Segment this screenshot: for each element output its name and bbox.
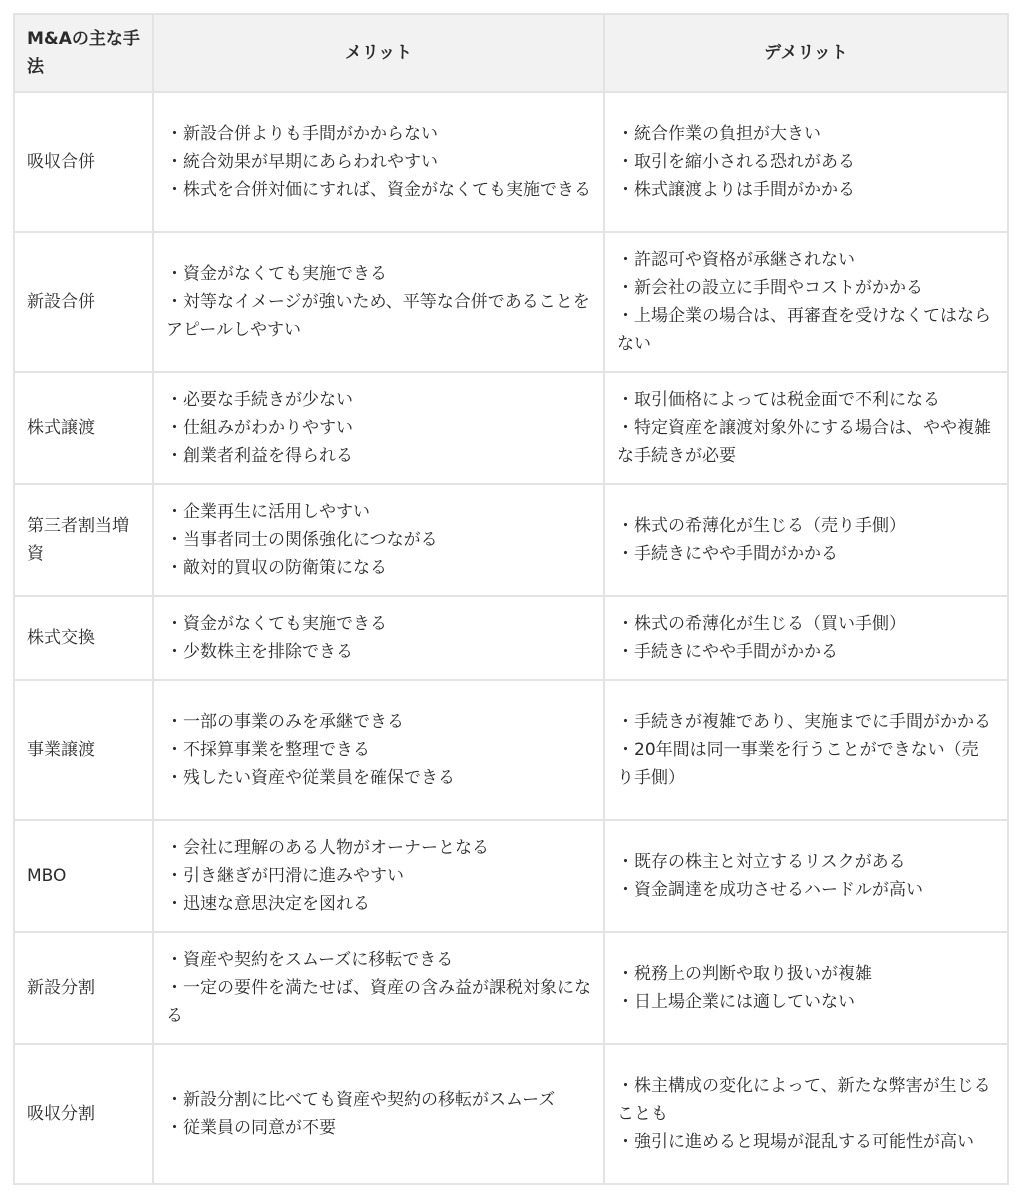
merit-item: ・敵対的買収の防衛策になる [166,558,387,578]
merit-item: ・必要な手続きが少ない [166,390,353,410]
demerit-item: ・20年間は同一事業を行うことができない（売り手側） [617,740,979,788]
demerit-item: ・上場企業の場合は、再審査を受けなくてはならない [617,306,991,354]
table-row [14,1044,1008,1184]
demerits-cell [604,932,1008,1044]
header-method: M&Aの主な手法 [14,14,153,92]
table-body [14,92,1008,1184]
demerit-item: ・既存の株主と対立するリスクがある [617,852,906,872]
merit-item: ・新設合併よりも手間がかからない [166,124,438,144]
demerit-item: ・株式の希薄化が生じる（売り手側） [617,516,906,536]
table-row [14,932,1008,1044]
ma-methods-table [13,13,1009,1185]
method-cell: 株式譲渡 [14,372,153,484]
demerits-cell [604,820,1008,932]
merit-item: ・統合効果が早期にあらわれやすい [166,152,438,172]
demerits-cell [604,596,1008,680]
merits-cell [153,820,604,932]
method-cell: 株式交換 [14,596,153,680]
merit-item: ・少数株主を排除できる [166,642,353,662]
table-row [14,232,1008,372]
demerit-item: ・取引価格によっては税金面で不利になる [617,390,940,410]
method-cell: 吸収分割 [14,1044,153,1184]
merits-cell [153,1044,604,1184]
method-cell: 第三者割当増資 [14,484,153,596]
method-cell: 事業譲渡 [14,680,153,820]
merits-cell [153,232,604,372]
merits-cell [153,932,604,1044]
merits-cell [153,680,604,820]
demerit-item: ・株式譲渡よりは手間がかかる [617,180,855,200]
merit-item: ・従業員の同意が不要 [166,1118,336,1138]
merit-item: ・創業者利益を得られる [166,446,353,466]
merit-item: ・引き継ぎが円滑に進みやすい [166,866,404,886]
merit-item: ・一定の要件を満たせば、資産の含み益が課税対象になる [166,978,591,1026]
demerit-item: ・新会社の設立に手間やコストがかかる [617,278,923,298]
demerit-item: ・取引を縮小される恐れがある [617,152,855,172]
demerits-cell [604,372,1008,484]
header-row [14,14,1008,92]
demerit-item: ・強引に進めると現場が混乱する可能性が高い [617,1132,974,1152]
merit-item: ・当事者同士の関係強化につながる [166,530,438,550]
merit-item: ・新設分割に比べても資産や契約の移転がスムーズ [166,1090,556,1110]
table-row [14,372,1008,484]
demerit-item: ・手続きが複雑であり、実施までに手間がかかる [617,712,991,732]
demerit-item: ・特定資産を譲渡対象外にする場合は、やや複雑な手続きが必要 [617,418,991,466]
demerit-item: ・株主構成の変化によって、新たな弊害が生じることも [617,1076,991,1124]
table-header [14,14,1008,92]
demerit-item: ・日上場企業には適していない [617,992,855,1012]
demerits-cell [604,92,1008,232]
merit-item: ・一部の事業のみを承継できる [166,712,404,732]
table-row [14,92,1008,232]
merits-cell [153,596,604,680]
demerit-item: ・統合作業の負担が大きい [617,124,821,144]
demerit-item: ・手続きにやや手間がかかる [617,642,838,662]
header-demerit: デメリット [604,14,1008,92]
demerit-item: ・資金調達を成功させるハードルが高い [617,880,923,900]
demerit-item: ・株式の希薄化が生じる（買い手側） [617,614,906,634]
table-row [14,820,1008,932]
merit-item: ・仕組みがわかりやすい [166,418,353,438]
merit-item: ・株式を合併対価にすれば、資金がなくても実施できる [166,180,591,200]
merits-cell [153,372,604,484]
header-merit: メリット [153,14,604,92]
merit-item: ・資金がなくても実施できる [166,264,387,284]
merit-item: ・企業再生に活用しやすい [166,502,370,522]
merit-item: ・資金がなくても実施できる [166,614,387,634]
merit-item: ・資産や契約をスムーズに移転できる [166,950,454,970]
demerit-item: ・税務上の判断や取り扱いが複雑 [617,964,872,984]
method-cell: 新設合併 [14,232,153,372]
merit-item: ・残したい資産や従業員を確保できる [166,768,455,788]
merit-item: ・対等なイメージが強いため、平等な合併であることをアピールしやすい [166,292,590,340]
method-cell: 新設分割 [14,932,153,1044]
merit-item: ・迅速な意思決定を図れる [166,894,370,914]
merits-cell [153,92,604,232]
table-row [14,484,1008,596]
method-cell: 吸収合併 [14,92,153,232]
demerits-cell [604,232,1008,372]
demerit-item: ・手続きにやや手間がかかる [617,544,838,564]
merit-item: ・不採算事業を整理できる [166,740,370,760]
merit-item: ・会社に理解のある人物がオーナーとなる [166,838,489,858]
demerits-cell [604,680,1008,820]
merits-cell [153,484,604,596]
method-cell: MBO [14,820,153,932]
table-row [14,596,1008,680]
table-row [14,680,1008,820]
demerits-cell [604,1044,1008,1184]
demerits-cell [604,484,1008,596]
demerit-item: ・許認可や資格が承継されない [617,250,855,270]
